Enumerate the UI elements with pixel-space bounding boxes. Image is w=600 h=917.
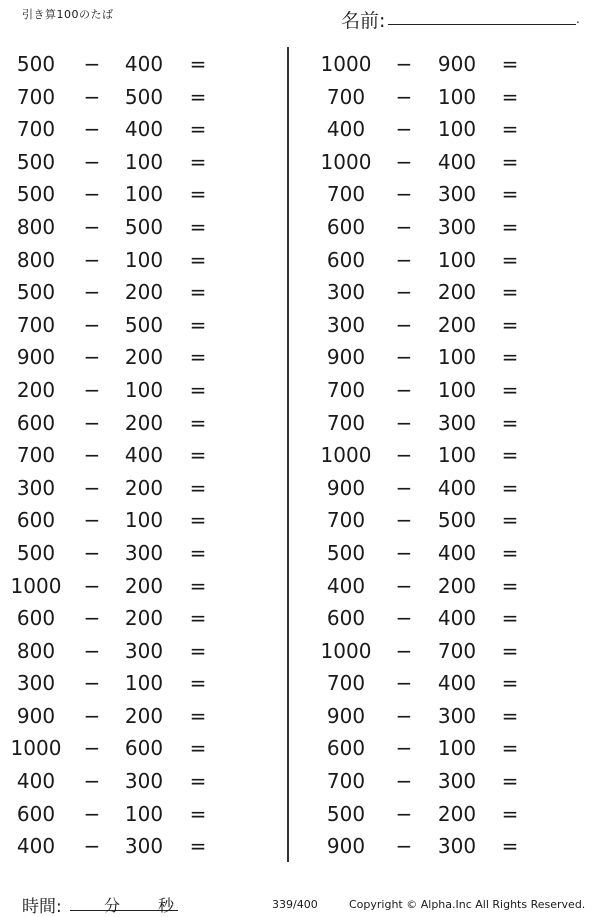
problem-row (0, 211, 260, 244)
minuend: 400 (326, 573, 366, 598)
subtrahend: 900 (437, 52, 477, 76)
minuend: 900 (326, 834, 366, 859)
minuend: 600 (16, 606, 56, 631)
problem-row (0, 341, 260, 374)
minuend: 700 (16, 443, 56, 468)
minuend: 500 (326, 540, 366, 565)
subtrahend: 400 (124, 52, 164, 76)
problem-row (0, 667, 260, 700)
minus-sign: − (395, 280, 413, 305)
subtrahend: 300 (437, 769, 477, 794)
equals-sign: = (189, 377, 207, 402)
subtrahend: 100 (437, 117, 477, 142)
equals-sign: = (189, 443, 207, 468)
subtrahend: 400 (437, 606, 477, 631)
subtrahend: 100 (437, 345, 477, 370)
minus-sign: − (395, 84, 413, 109)
subtrahend: 400 (124, 117, 164, 142)
subtrahend: 500 (124, 84, 164, 109)
minus-sign: − (395, 606, 413, 631)
equals-sign: = (501, 377, 519, 402)
subtrahend: 200 (437, 573, 477, 598)
minus-sign: − (83, 475, 101, 500)
subtrahend: 100 (124, 508, 164, 533)
minus-sign: − (395, 508, 413, 533)
problem-row (0, 81, 260, 114)
problem-row (310, 178, 570, 211)
minuend: 1000 (10, 736, 62, 761)
minus-sign: − (395, 801, 413, 826)
minus-sign: − (83, 247, 101, 272)
problem-row (0, 146, 260, 179)
problem-row (0, 635, 260, 668)
equals-sign: = (501, 573, 519, 598)
minus-sign: − (395, 475, 413, 500)
equals-sign: = (189, 736, 207, 761)
minuend: 500 (16, 280, 56, 305)
equals-sign: = (189, 834, 207, 859)
minus-sign: − (395, 377, 413, 402)
problem-row (0, 472, 260, 505)
copyright-notice: Copyright © Alpha.Inc All Rights Reserved. (349, 898, 586, 911)
problem-row (0, 537, 260, 570)
subtrahend: 100 (124, 149, 164, 174)
minus-sign: − (395, 247, 413, 272)
minuend: 900 (16, 703, 56, 728)
equals-sign: = (189, 345, 207, 370)
equals-sign: = (501, 312, 519, 337)
subtrahend: 500 (124, 312, 164, 337)
subtrahend: 100 (124, 671, 164, 696)
minus-sign: − (83, 345, 101, 370)
minus-sign: − (395, 410, 413, 435)
equals-sign: = (501, 703, 519, 728)
equals-sign: = (501, 149, 519, 174)
problem-row (0, 309, 260, 342)
problem-row (0, 439, 260, 472)
minus-sign: − (83, 443, 101, 468)
minuend: 500 (16, 52, 56, 76)
problem-row (310, 407, 570, 440)
equals-sign: = (189, 117, 207, 142)
page-number: 339/400 (272, 898, 318, 911)
problem-row (310, 48, 570, 81)
minus-sign: − (395, 671, 413, 696)
equals-sign: = (501, 769, 519, 794)
minuend: 600 (16, 508, 56, 533)
name-label: 名前: (341, 10, 386, 32)
minuend: 700 (326, 182, 366, 207)
equals-sign: = (189, 410, 207, 435)
problem-row (310, 374, 570, 407)
subtrahend: 300 (124, 834, 164, 859)
problem-row (310, 113, 570, 146)
subtrahend: 200 (124, 606, 164, 631)
equals-sign: = (189, 475, 207, 500)
minuend: 1000 (10, 573, 62, 598)
problem-row (0, 113, 260, 146)
subtrahend: 100 (437, 443, 477, 468)
minuend: 300 (326, 280, 366, 305)
subtrahend: 300 (437, 410, 477, 435)
minuend: 400 (326, 117, 366, 142)
minus-sign: − (395, 312, 413, 337)
problem-row (0, 48, 260, 81)
problem-row (310, 81, 570, 114)
subtrahend: 400 (437, 671, 477, 696)
equals-sign: = (189, 671, 207, 696)
problem-row (310, 146, 570, 179)
minus-sign: − (395, 345, 413, 370)
minus-sign: − (83, 703, 101, 728)
minus-sign: − (395, 769, 413, 794)
minuend: 600 (326, 214, 366, 239)
subtrahend: 700 (437, 638, 477, 663)
equals-sign: = (501, 508, 519, 533)
subtrahend: 100 (124, 801, 164, 826)
minuend: 700 (326, 84, 366, 109)
problem-row (0, 504, 260, 537)
worksheet-title: 引き算100のたば (22, 8, 114, 21)
problem-row (310, 798, 570, 831)
equals-sign: = (501, 475, 519, 500)
subtrahend: 500 (437, 508, 477, 533)
equals-sign: = (189, 182, 207, 207)
subtrahend: 300 (124, 540, 164, 565)
minus-sign: − (395, 117, 413, 142)
subtrahend: 100 (124, 182, 164, 207)
problem-row (0, 798, 260, 831)
equals-sign: = (501, 736, 519, 761)
equals-sign: = (189, 801, 207, 826)
minus-sign: − (83, 671, 101, 696)
minuend: 900 (326, 703, 366, 728)
equals-sign: = (501, 801, 519, 826)
minus-sign: − (83, 214, 101, 239)
minuend: 600 (326, 247, 366, 272)
name-end-dot: . (576, 12, 580, 26)
problem-row (310, 732, 570, 765)
equals-sign: = (501, 834, 519, 859)
minuend: 400 (16, 769, 56, 794)
name-blank-line (388, 24, 576, 25)
subtrahend: 200 (124, 475, 164, 500)
equals-sign: = (501, 638, 519, 663)
equals-sign: = (501, 410, 519, 435)
minuend: 800 (16, 247, 56, 272)
minus-sign: − (83, 638, 101, 663)
equals-sign: = (189, 540, 207, 565)
problem-row (310, 635, 570, 668)
problem-row (0, 374, 260, 407)
minuend: 700 (326, 671, 366, 696)
minuend: 1000 (320, 149, 372, 174)
equals-sign: = (189, 769, 207, 794)
minuend: 1000 (320, 52, 372, 76)
equals-sign: = (189, 149, 207, 174)
minus-sign: − (83, 410, 101, 435)
minus-sign: − (83, 573, 101, 598)
minuend: 500 (16, 540, 56, 565)
problem-row (310, 309, 570, 342)
minuend: 300 (326, 312, 366, 337)
problem-row (0, 765, 260, 798)
minus-sign: − (395, 214, 413, 239)
column-divider (287, 47, 289, 862)
equals-sign: = (501, 182, 519, 207)
minus-sign: − (83, 280, 101, 305)
subtrahend: 200 (124, 703, 164, 728)
problem-row (0, 830, 260, 863)
equals-sign: = (189, 508, 207, 533)
subtrahend: 100 (437, 736, 477, 761)
equals-sign: = (501, 247, 519, 272)
minus-sign: − (83, 769, 101, 794)
problem-row (310, 830, 570, 863)
minuend: 800 (16, 638, 56, 663)
equals-sign: = (189, 247, 207, 272)
problem-row (0, 178, 260, 211)
equals-sign: = (189, 84, 207, 109)
minus-sign: − (83, 182, 101, 207)
subtrahend: 200 (124, 573, 164, 598)
equals-sign: = (189, 52, 207, 76)
minuend: 500 (16, 149, 56, 174)
minus-sign: − (83, 117, 101, 142)
problem-row (0, 602, 260, 635)
minuend: 200 (16, 377, 56, 402)
minus-sign: − (83, 312, 101, 337)
subtrahend: 300 (437, 214, 477, 239)
minus-sign: − (395, 149, 413, 174)
subtrahend: 200 (124, 345, 164, 370)
minuend: 300 (16, 671, 56, 696)
equals-sign: = (189, 703, 207, 728)
subtrahend: 200 (124, 410, 164, 435)
problem-row (310, 439, 570, 472)
minutes-label: 分 (104, 896, 121, 915)
problem-row (310, 341, 570, 374)
minuend: 700 (326, 410, 366, 435)
subtrahend: 400 (437, 149, 477, 174)
problem-row (0, 700, 260, 733)
minus-sign: − (395, 638, 413, 663)
minuend: 400 (16, 834, 56, 859)
subtrahend: 300 (437, 703, 477, 728)
subtrahend: 200 (437, 801, 477, 826)
subtrahend: 400 (437, 475, 477, 500)
subtrahend: 100 (437, 84, 477, 109)
problem-row (310, 765, 570, 798)
minus-sign: − (395, 540, 413, 565)
subtrahend: 100 (437, 377, 477, 402)
problem-row (0, 407, 260, 440)
equals-sign: = (189, 606, 207, 631)
problem-row (310, 667, 570, 700)
subtrahend: 200 (437, 312, 477, 337)
subtrahend: 300 (124, 769, 164, 794)
minuend: 700 (16, 312, 56, 337)
equals-sign: = (501, 671, 519, 696)
minus-sign: − (83, 377, 101, 402)
minus-sign: − (83, 736, 101, 761)
minuend: 1000 (320, 443, 372, 468)
minus-sign: − (395, 573, 413, 598)
minus-sign: − (83, 801, 101, 826)
subtrahend: 100 (124, 247, 164, 272)
problem-row (0, 570, 260, 603)
equals-sign: = (501, 606, 519, 631)
minuend: 900 (326, 475, 366, 500)
subtrahend: 200 (437, 280, 477, 305)
minuend: 500 (326, 801, 366, 826)
equals-sign: = (501, 52, 519, 76)
subtrahend: 400 (437, 540, 477, 565)
minuend: 700 (16, 117, 56, 142)
minuend: 600 (326, 736, 366, 761)
problem-row (0, 732, 260, 765)
minuend: 900 (16, 345, 56, 370)
minuend: 700 (326, 508, 366, 533)
minus-sign: − (395, 703, 413, 728)
right-problem-column (310, 48, 570, 863)
minuend: 300 (16, 475, 56, 500)
minuend: 800 (16, 214, 56, 239)
minus-sign: − (83, 149, 101, 174)
minus-sign: − (395, 443, 413, 468)
minus-sign: − (395, 182, 413, 207)
problem-row (310, 602, 570, 635)
problem-row (310, 700, 570, 733)
subtrahend: 500 (124, 214, 164, 239)
minus-sign: − (83, 508, 101, 533)
subtrahend: 300 (437, 182, 477, 207)
equals-sign: = (501, 84, 519, 109)
subtrahend: 200 (124, 280, 164, 305)
equals-sign: = (189, 214, 207, 239)
equals-sign: = (501, 540, 519, 565)
minuend: 700 (326, 377, 366, 402)
minus-sign: − (395, 736, 413, 761)
seconds-label: 秒 (158, 896, 175, 915)
minus-sign: − (83, 84, 101, 109)
equals-sign: = (189, 573, 207, 598)
minus-sign: − (395, 834, 413, 859)
subtrahend: 100 (124, 377, 164, 402)
problem-row (310, 570, 570, 603)
problem-row (310, 276, 570, 309)
equals-sign: = (501, 443, 519, 468)
minuend: 500 (16, 182, 56, 207)
minuend: 700 (16, 84, 56, 109)
minuend: 600 (326, 606, 366, 631)
minuend: 700 (326, 769, 366, 794)
equals-sign: = (189, 280, 207, 305)
problem-row (310, 537, 570, 570)
left-problem-column (0, 48, 260, 863)
minuend: 900 (326, 345, 366, 370)
subtrahend: 300 (124, 638, 164, 663)
subtrahend: 400 (124, 443, 164, 468)
minus-sign: − (83, 52, 101, 76)
problem-row (310, 504, 570, 537)
minuend: 600 (16, 801, 56, 826)
minus-sign: − (83, 834, 101, 859)
problem-row (310, 472, 570, 505)
subtrahend: 300 (437, 834, 477, 859)
equals-sign: = (501, 280, 519, 305)
subtrahend: 600 (124, 736, 164, 761)
minus-sign: − (83, 606, 101, 631)
equals-sign: = (189, 638, 207, 663)
equals-sign: = (501, 345, 519, 370)
problem-row (0, 244, 260, 277)
problem-row (310, 244, 570, 277)
minus-sign: − (395, 52, 413, 76)
subtrahend: 100 (437, 247, 477, 272)
equals-sign: = (501, 214, 519, 239)
problem-row (310, 211, 570, 244)
equals-sign: = (501, 117, 519, 142)
equals-sign: = (189, 312, 207, 337)
minuend: 1000 (320, 638, 372, 663)
minuend: 600 (16, 410, 56, 435)
minus-sign: − (83, 540, 101, 565)
problem-row (0, 276, 260, 309)
time-label: 時間: (22, 897, 62, 917)
